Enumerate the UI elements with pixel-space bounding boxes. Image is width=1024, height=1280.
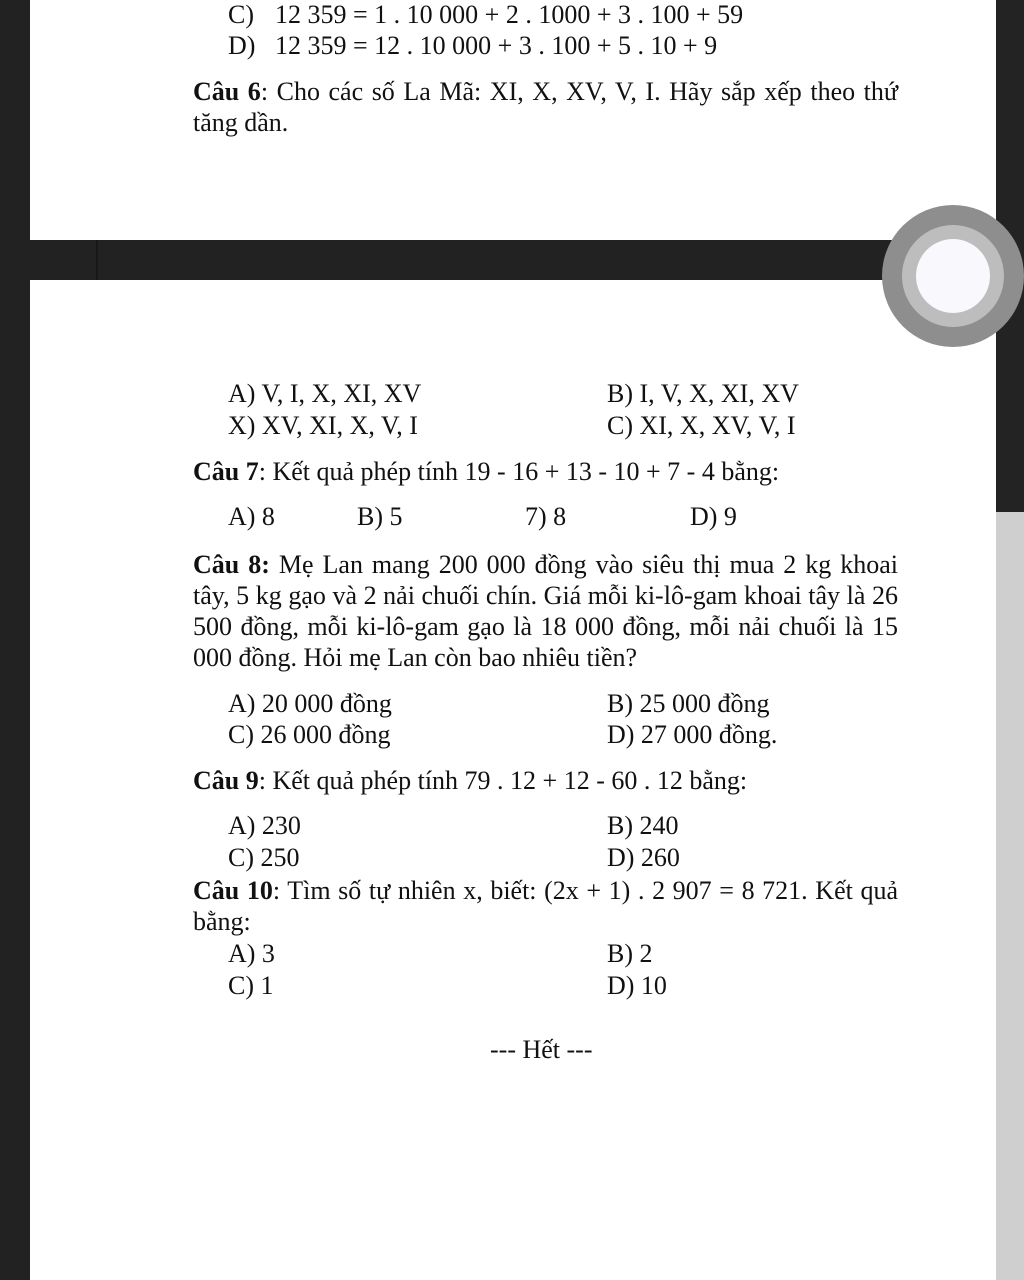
answer-option: D) 9 (690, 502, 737, 531)
zoom-inner-circle (916, 239, 990, 313)
option-label: C) (228, 0, 254, 29)
answer-option: B) 5 (357, 502, 403, 531)
page-separator (0, 240, 1024, 280)
question-text: : Kết quả phép tính 19 - 16 + 13 - 10 + 7 - 4 bằng: (258, 457, 780, 486)
question-8 (193, 549, 898, 673)
answer-option: D) 10 (607, 971, 667, 1000)
question-10 (193, 875, 898, 937)
question-text: : Tìm số tự nhiên x, biết: (2x + 1) . 2 907 = 8 721. Kết quả bằng: (193, 876, 898, 936)
question-label: Câu 10 (193, 876, 273, 905)
vertical-scrollbar-thumb[interactable] (996, 512, 1024, 1280)
question-text: : Kết quả phép tính 79 . 12 + 12 - 60 . 12 bằng: (258, 766, 748, 795)
question-label: Câu 7 (193, 457, 259, 486)
answer-option: A) 8 (228, 502, 275, 531)
question-9 (193, 765, 898, 796)
answer-option: C) 250 (228, 843, 300, 872)
page-separator-mark (96, 240, 98, 280)
question-label: Câu 9 (193, 766, 259, 795)
answer-option: C) XI, X, XV, V, I (607, 411, 796, 440)
end-marker: --- Hết --- (490, 1035, 593, 1064)
answer-option: A) 230 (228, 811, 301, 840)
answer-option: C) 1 (228, 971, 274, 1000)
answer-option: D) 260 (607, 843, 680, 872)
question-7 (193, 456, 898, 487)
answer-option: A) 3 (228, 939, 275, 968)
answer-option: A) 20 000 đồng (228, 689, 392, 718)
answer-option: A) V, I, X, XI, XV (228, 379, 422, 408)
option-label: D) (228, 31, 256, 60)
answer-option: D) 27 000 đồng. (607, 720, 778, 749)
answer-option: 7) 8 (525, 502, 567, 531)
answer-option: B) 25 000 đồng (607, 689, 770, 718)
answer-option: B) I, V, X, XI, XV (607, 379, 799, 408)
question-label: Câu 8: (193, 550, 270, 579)
zoom-circle-icon[interactable] (882, 205, 1024, 347)
question-label: Câu 6 (193, 77, 261, 106)
option-text: 12 359 = 1 . 10 000 + 2 . 1000 + 3 . 100 + 59 (275, 0, 744, 29)
answer-option: C) 26 000 đồng (228, 720, 391, 749)
question-6 (193, 76, 898, 138)
answer-option: B) 240 (607, 811, 679, 840)
answer-option: B) 2 (607, 939, 653, 968)
question-text: : Cho các số La Mã: XI, X, XV, V, I. Hãy sắp xếp theo thứ tăng dần. (193, 77, 898, 137)
question-text: Mẹ Lan mang 200 000 đồng vào siêu thị mua 2 kg khoai tây, 5 kg gạo và 2 nải chuối chín. Giá mỗi ki-lô-gam khoai tây là 26 500 đồng, mỗi ki-lô-gam gạo là 18 000 đồng, mỗi nải chuối là 15 000 đồng. Hỏi mẹ Lan còn bao nhiêu tiền? (193, 550, 898, 672)
option-text: 12 359 = 12 . 10 000 + 3 . 100 + 5 . 10 + 9 (275, 31, 718, 60)
answer-option: X) XV, XI, X, V, I (228, 411, 418, 440)
